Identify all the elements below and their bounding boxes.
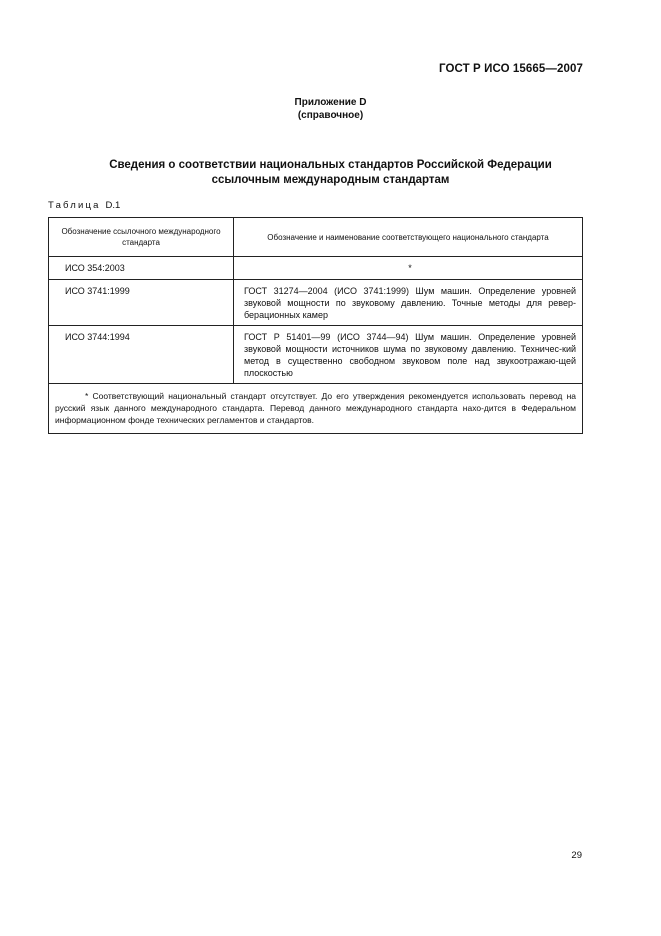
- annex-title: Приложение D: [294, 97, 367, 108]
- table-footnote-row: [49, 384, 583, 434]
- national-standard-cell: ГОСТ 31274—2004 (ИСО 3741:1999) Шум машин. Определение уровней звуковой мощности по звуковому давлению. Точные методы для ревер-берационных камер: [234, 280, 583, 326]
- table-row: [49, 280, 583, 326]
- national-standard-cell: ГОСТ Р 51401—99 (ИСО 3744—94) Шум машин. Определение уровней звуковой мощности источников шума по звуковому давлению. Техничес-кий метод в существенно свободном звуковом поле над звукоотражаю-щей плоскостью: [234, 326, 583, 384]
- table-header-row: [49, 218, 583, 257]
- page-title: [0, 158, 661, 188]
- reference-standard-cell: ИСО 3744:1994: [49, 326, 234, 384]
- reference-standard-cell: ИСО 354:2003: [49, 257, 234, 280]
- reference-standard-cell: ИСО 3741:1999: [49, 280, 234, 326]
- table-caption: [48, 200, 120, 211]
- table-caption-number: D.1: [105, 200, 121, 211]
- national-standard-cell: *: [234, 257, 583, 280]
- table-row: [49, 257, 583, 280]
- table-caption-word: Таблица: [48, 200, 101, 211]
- page-number: 29: [571, 850, 582, 861]
- page-title-line-2: ссылочным международным стандартам: [211, 174, 450, 186]
- standards-correspondence-table: [48, 217, 583, 434]
- table-footnote: * Соответствующий национальный стандарт отсутствует. До его утверждения рекомендуется использовать перевод на русский язык данного международного стандарта. Перевод данного международного стандарта нахо-дится в Федеральном информационном фонде технических регламентов и стандартов.: [49, 384, 583, 434]
- header-reference-standard: Обозначение ссылочного международного стандарта: [49, 218, 234, 257]
- annex-note: (справочное): [297, 110, 364, 121]
- document-code: ГОСТ Р ИСО 15665—2007: [438, 63, 583, 75]
- header-national-standard: Обозначение и наименование соответствующего национального стандарта: [234, 218, 583, 257]
- table-row: [49, 326, 583, 384]
- annex-heading: [0, 96, 661, 122]
- page-title-line-1: Сведения о соответствии национальных стандартов Российской Федерации: [109, 159, 552, 171]
